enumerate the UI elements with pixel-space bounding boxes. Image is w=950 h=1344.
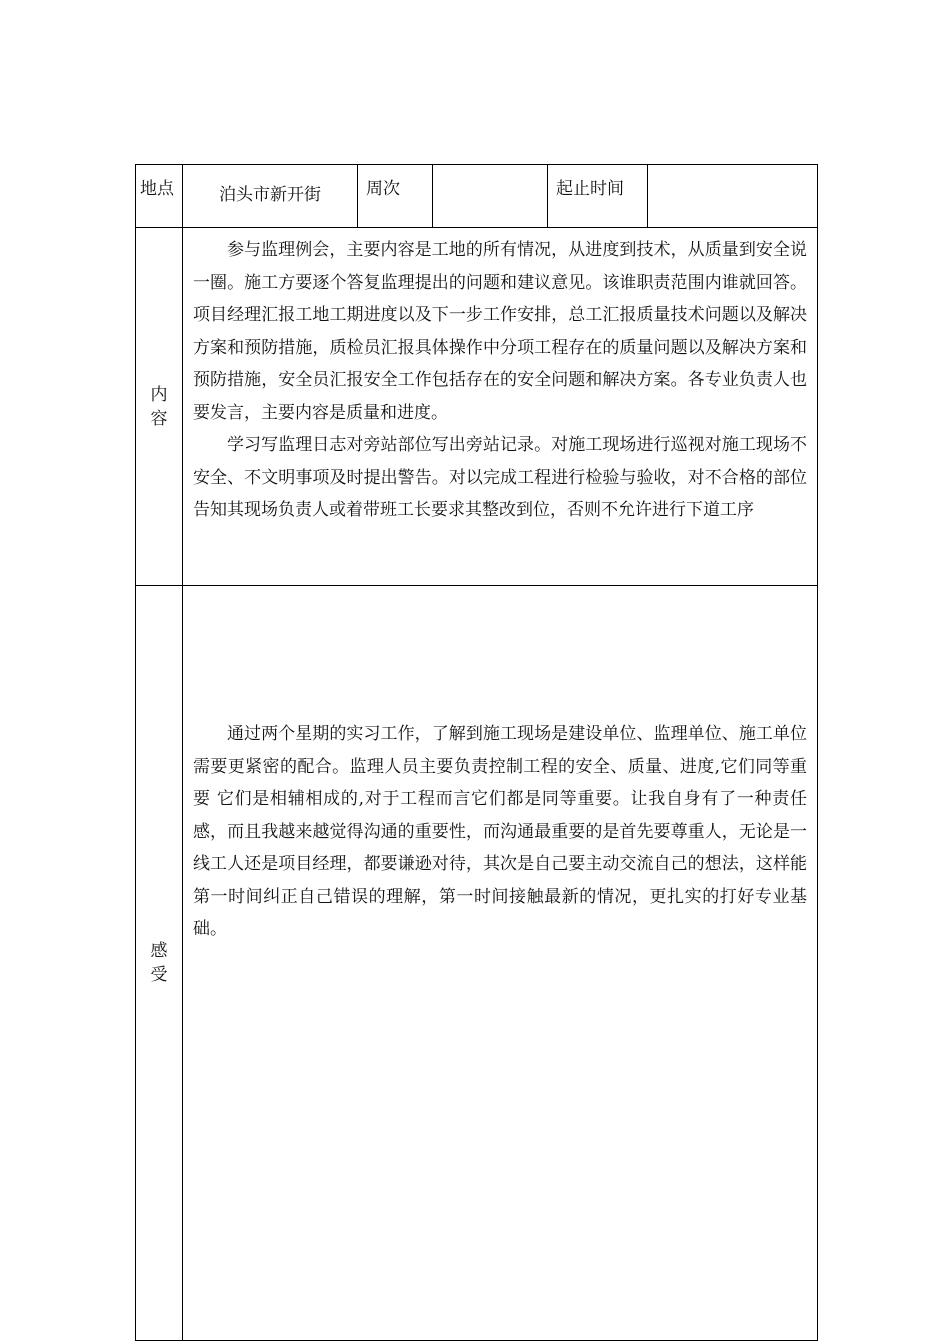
week-label-cell [358,165,433,228]
location-label: 地点 [140,179,174,199]
feelings-label-char-1: 感 [150,941,168,961]
location-value: 泊头市新开街 [219,185,321,205]
period-label: 起止时间 [556,179,624,199]
period-label-cell [548,165,648,228]
content-label-cell [136,228,183,586]
feelings-label-char-2: 受 [150,965,168,985]
week-label: 周次 [366,179,400,199]
content-paragraph-2: 学习写监理日志对旁站部位写出旁站记录。对施工现场进行巡视对施工现场不安全、不文明事项及时提出警告。对以完成工程进行检验与验收，对不合格的部位告知其现场负责人或着带班工长要求其整改到位，否则不允许进行下道工序 [193,435,807,520]
location-label-cell [136,165,183,228]
content-paragraph-1: 参与监理例会，主要内容是工地的所有情况，从进度到技术，从质量到安全说一圈。施工方要逐个答复监理提出的问题和建议意见。该谁职责范围内谁就回答。项目经理汇报工地工期进度以及下一步工作安排，总工汇报质量技术问题以及解决方案和预防措施，质检员汇报具体操作中分项工程存在的质量问题以及解决方案和预防措施，安全员汇报安全工作包括存在的安全问题和解决方案。各专业负责人也要发言，主要内容是质量和进度。 [193,240,807,423]
feelings-paragraph: 通过两个星期的实习工作，了解到施工现场是建设单位、监理单位、施工单位需要更紧密的配合。监理人员主要负责控制工程的安全、质量、进度,它们同等重要 它们是相辅相成的,对于工程而言它们都是同等重要。让我自身有了一种责任感，而且我越来越觉得沟通的重要性，而沟通最重要的是首先要尊重人，无论是一线工人还是项目经理，都要谦逊对待，其次是自己要主动交流自己的想法，这样能第一时间纠正自己错误的理解，第一时间接触最新的情况，更扎实的打好专业基础。 [193,724,807,939]
period-value-cell [648,165,818,228]
feelings-row [136,586,818,1341]
location-value-cell [183,165,358,228]
week-value-cell [433,165,548,228]
content-row [136,228,818,586]
feelings-label-cell [136,586,183,1341]
internship-record-table [135,164,818,1341]
content-label-char-1: 内 [150,384,168,405]
content-text-cell [183,228,818,586]
feelings-text-cell [183,586,818,1341]
header-row [136,165,818,228]
content-label-char-2: 容 [150,408,168,429]
